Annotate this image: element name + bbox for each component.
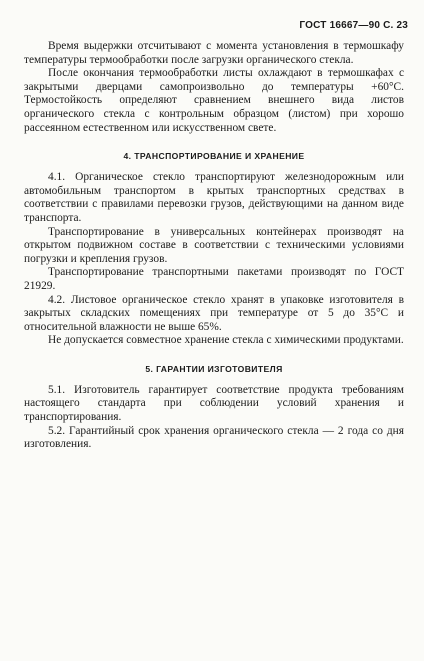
section-4-paragraph: 4.2. Листовое органическое стекло хранят в упаковке изготовителя в закрытых складских помещениях при температуре от 5 до 35°С и относительной влажности не выше 65%.: [24, 293, 404, 333]
section-5-paragraph: 5.1. Изготовитель гарантирует соответствие продукта требованиям настоящего стандарта при соблюдении условий хранения и транспортирования.: [24, 383, 404, 424]
section-5-paragraph: 5.2. Гарантийный срок хранения органического стекла — 2 года со дня изготовления.: [24, 424, 404, 451]
section-5-title: 5. ГАРАНТИИ ИЗГОТОВИТЕЛЯ: [145, 363, 283, 374]
section-4-paragraph: Транспортирование в универсальных контейнерах производят на открытом подвижном составе в соответствии с техническими условиями погрузки и крепления грузов.: [24, 225, 404, 265]
section-4-paragraph: Транспортирование транспортными пакетами производят по ГОСТ 21929.: [24, 266, 404, 292]
page-header: ГОСТ 16667—90 С. 23: [299, 20, 408, 31]
section-4-paragraph: 4.1. Органическое стекло транспортируют железнодорожным или автомобильным транспортом в крытых транспортных средствах в соответствии с правилами перевозки грузов, действующими на данном виде транспорта.: [24, 171, 404, 224]
intro-paragraph: Время выдержки отсчитывают с момента установления в термошкафу температуры термообработки после загрузки органического стекла.: [24, 40, 404, 66]
intro-paragraph: После окончания термообработки листы охлаждают в термошкафах с закрытыми дверцами самопроизвольно до температуры +60°С. Термостойкость определяют сравнением внешнего вида листов органического стекла с контрольным образцом (листом) при хорошо рассеянном естественном или искусственном свете.: [24, 67, 404, 134]
section-4-title: 4. ТРАНСПОРТИРОВАНИЕ И ХРАНЕНИЕ: [123, 151, 305, 162]
section-4-paragraph: Не допускается совместное хранение стекла с химическими продуктами.: [48, 334, 404, 347]
page-content: [24, 40, 404, 452]
